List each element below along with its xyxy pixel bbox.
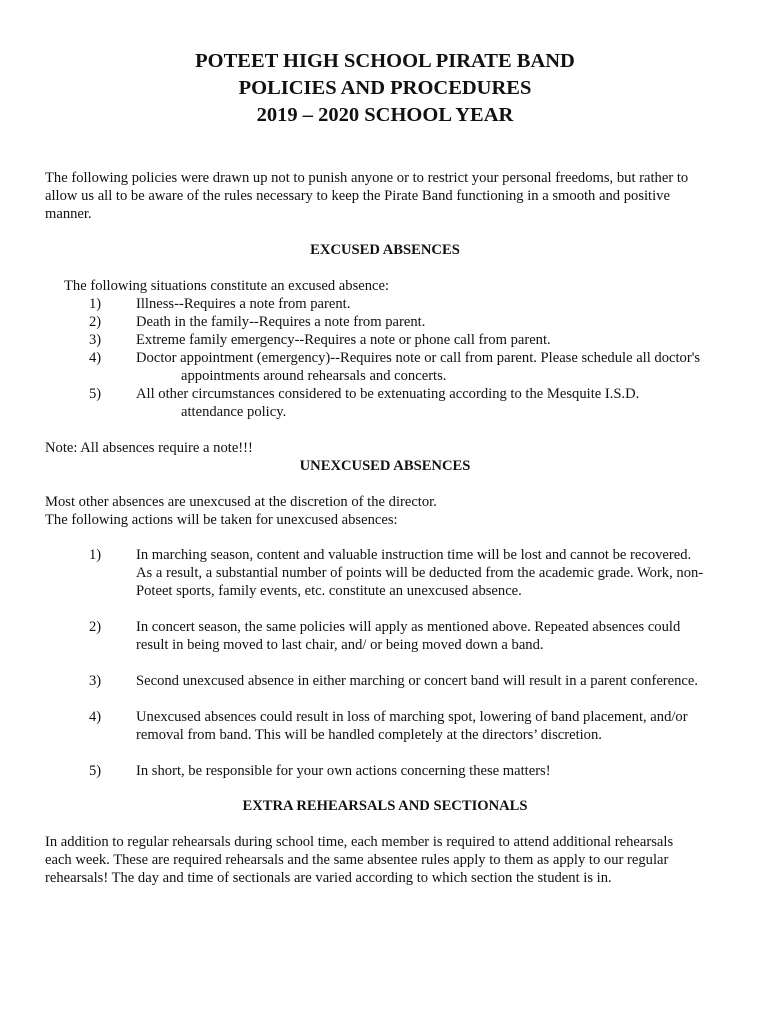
excused-item-text: Illness--Requires a note from parent.: [136, 296, 351, 312]
excused-item-number: 3): [89, 332, 102, 348]
title-line-2: POLICIES AND PROCEDURES: [238, 77, 532, 99]
unexcused-item-text: removal from band. This will be handled completely at the directors’ discretion.: [136, 727, 602, 743]
unexcused-item-text: In marching season, content and valuable instruction time will be lost and cannot be recovered.: [136, 547, 692, 563]
unexcused-intro-line: Most other absences are unexcused at the discretion of the director.: [45, 494, 437, 510]
title-line-1: POTEET HIGH SCHOOL PIRATE BAND: [195, 50, 575, 72]
title-line-3: 2019 – 2020 SCHOOL YEAR: [256, 104, 514, 126]
excused-note: Note: All absences require a note!!!: [45, 440, 253, 456]
unexcused-item-text: Poteet sports, family events, etc. constitute an unexcused absence.: [136, 583, 522, 599]
unexcused-item-number: 4): [89, 709, 102, 725]
unexcused-heading: UNEXCUSED ABSENCES: [299, 458, 471, 474]
excused-item-number: 2): [89, 314, 102, 330]
unexcused-item-number: 2): [89, 619, 102, 635]
excused-item-continuation: attendance policy.: [181, 404, 287, 420]
excused-item-number: 1): [89, 296, 102, 312]
extra-line: each week. These are required rehearsals and the same absentee rules apply to them as apply to our regular: [45, 852, 669, 868]
unexcused-item-number: 3): [89, 673, 102, 689]
unexcused-item-text: In concert season, the same policies will apply as mentioned above. Repeated absences could: [136, 619, 681, 635]
excused-item-text: Death in the family--Requires a note from parent.: [136, 314, 426, 330]
unexcused-item-text: Unexcused absences could result in loss of marching spot, lowering of band placement, and/or: [136, 709, 688, 725]
unexcused-intro-line: The following actions will be taken for unexcused absences:: [45, 512, 398, 528]
unexcused-item-text: In short, be responsible for your own actions concerning these matters!: [136, 763, 551, 779]
intro-line: allow us all to be aware of the rules necessary to keep the Pirate Band functioning in a smooth and positive: [45, 188, 670, 204]
excused-item-continuation: appointments around rehearsals and concerts.: [181, 368, 447, 384]
excused-lead: The following situations constitute an excused absence:: [64, 278, 390, 294]
unexcused-item-text: Second unexcused absence in either marching or concert band will result in a parent conference.: [136, 673, 699, 689]
unexcused-item-text: result in being moved to last chair, and/ or being moved down a band.: [136, 637, 544, 653]
excused-item-number: 5): [89, 386, 102, 402]
unexcused-item-number: 1): [89, 547, 102, 563]
unexcused-item-text: As a result, a substantial number of points will be deducted from the academic grade. Work, non-: [136, 565, 704, 581]
intro-line: The following policies were drawn up not to punish anyone or to restrict your personal freedoms, but rather to: [45, 170, 689, 186]
excused-item-text: All other circumstances considered to be extenuating according to the Mesquite I.S.D.: [136, 386, 640, 402]
extra-line: In addition to regular rehearsals during school time, each member is required to attend additional rehearsals: [45, 834, 674, 850]
excused-item-text: Doctor appointment (emergency)--Requires note or call from parent. Please schedule all doctor's: [136, 350, 701, 366]
extra-line: rehearsals! The day and time of sectionals are varied according to which section the student is in.: [45, 870, 612, 886]
excused-item-text: Extreme family emergency--Requires a note or phone call from parent.: [136, 332, 551, 348]
intro-line: manner.: [45, 206, 92, 222]
excused-item-number: 4): [89, 350, 102, 366]
excused-heading: EXCUSED ABSENCES: [310, 242, 460, 258]
unexcused-item-number: 5): [89, 763, 102, 779]
intro-paragraph: [45, 169, 735, 223]
extra-heading: EXTRA REHEARSALS AND SECTIONALS: [242, 798, 528, 814]
